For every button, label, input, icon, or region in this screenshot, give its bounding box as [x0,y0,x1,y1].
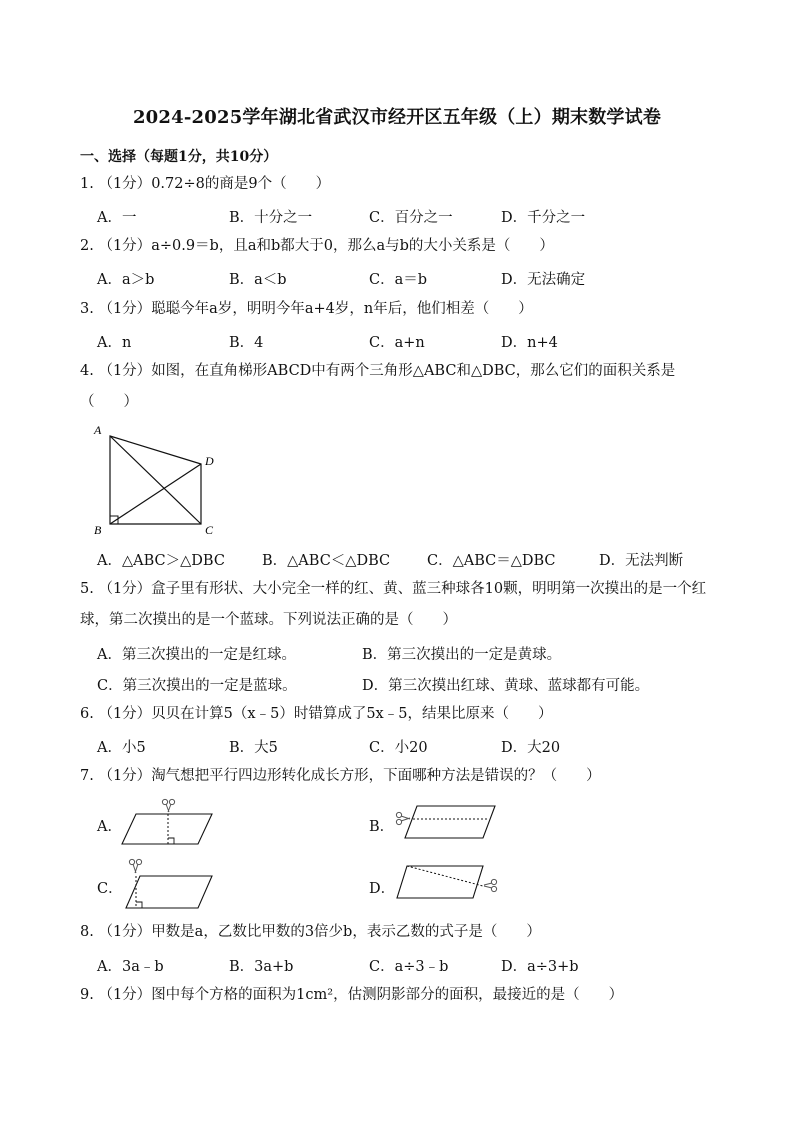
question-6 [80,704,552,724]
question-number: 4. [80,363,94,379]
option-c[interactable]: C．a÷3﹣b [369,959,449,975]
option-a[interactable]: A．3a﹣b [97,959,164,975]
question-number: 8. [80,924,94,940]
option-b[interactable]: B．△ABC＜△DBC [262,553,391,569]
trapezoid-figure [88,418,218,542]
question-text: 甲数是a，乙数比甲数的3倍少b，表示乙数的式子是（ ） [151,924,541,940]
option-a[interactable]: A．第三次摸出的一定是红球。 [97,647,296,663]
option-d[interactable]: D．大20 [501,740,561,756]
option-b[interactable]: B．大5 [229,740,278,756]
question-score: （1分） [98,706,152,722]
exam-title: 2024-2025学年湖北省武汉市经开区五年级（上）期末数学试卷 [132,107,662,128]
option-a[interactable]: A．小5 [97,740,146,756]
scissors-icon [162,799,174,812]
label-c: C [205,523,214,537]
question-3 [80,299,533,319]
scissors-icon [129,859,141,873]
option-b[interactable]: B．a＜b [229,272,287,288]
question-1 [80,174,330,194]
parallelogram-figure-c [118,856,218,912]
question-score: （1分） [98,301,152,317]
option-b[interactable]: B．第三次摸出的一定是黄球。 [362,647,562,663]
parallelogram-figure-d [393,862,503,906]
question-number: 9. [80,987,94,1003]
option-d[interactable]: D．n+4 [501,335,558,351]
question-number: 5. [80,581,94,597]
option-b[interactable]: B．4 [229,335,264,351]
question-5 [80,574,720,636]
question-number: 6. [80,706,94,722]
option-d[interactable]: D．千分之一 [501,210,586,226]
label-a: A [94,423,102,437]
question-2 [80,236,554,256]
question-text: 如图，在直角梯形ABCD中有两个三角形△ABC和△DBC，那么它们的面积关系是（ ） [80,363,676,410]
question-number: 2. [80,238,94,254]
section-heading: 一、选择（每题1分，共10分） [80,149,278,165]
label-d: D [205,454,214,468]
question-number: 3. [80,301,94,317]
option-d[interactable]: D．无法确定 [501,272,586,288]
option-c[interactable]: C．第三次摸出的一定是蓝球。 [97,678,297,694]
parallelogram-figure-b [393,800,503,844]
question-score: （1分） [98,987,152,1003]
question-score: （1分） [98,176,152,192]
option-c[interactable]: C．a+n [369,335,425,351]
option-a[interactable]: A．n [97,335,132,351]
scissors-icon [484,879,497,891]
parallelogram-figure-a [118,796,218,850]
label-b: B [94,523,102,537]
question-score: （1分） [98,238,152,254]
question-text: a÷0.9＝b，且a和b都大于0，那么a与b的大小关系是（ ） [151,238,554,254]
option-a[interactable]: A．△ABC＞△DBC [97,553,225,569]
question-text: 0.72÷8的商是9个（ ） [151,176,331,192]
question-text: 贝贝在计算5（x﹣5）时错算成了5x﹣5，结果比原来（ ） [151,706,553,722]
option-d[interactable]: D． [369,881,396,897]
question-4 [80,356,720,418]
question-text: 图中每个方格的面积为1cm²，估测阴影部分的面积，最接近的是（ ） [151,987,624,1003]
question-text: 淘气想把平行四边形转化成长方形，下面哪种方法是错误的？（ ） [151,768,601,784]
question-number: 7. [80,768,94,784]
question-8 [80,922,541,942]
option-c[interactable]: C．a＝b [369,272,428,288]
option-c[interactable]: C．百分之一 [369,210,453,226]
question-score: （1分） [98,363,152,379]
option-b[interactable]: B．3a+b [229,959,294,975]
option-a[interactable]: A．一 [97,210,137,226]
question-text: 盒子里有形状、大小完全一样的红、黄、蓝三种球各10颗，明明第一次摸出的是一个红球，第二次摸出的是一个蓝球。下列说法正确的是（ ） [80,581,707,628]
question-9 [80,985,623,1005]
option-b[interactable]: B． [369,819,395,835]
option-a[interactable]: A． [97,819,122,835]
question-number: 1. [80,176,94,192]
question-text: 聪聪今年a岁，明明今年a+4岁，n年后，他们相差（ ） [151,301,533,317]
option-c[interactable]: C．小20 [369,740,428,756]
option-a[interactable]: A．a＞b [97,272,155,288]
option-d[interactable]: D．第三次摸出红球、黄球、蓝球都有可能。 [362,678,650,694]
scissors-icon [396,812,410,824]
question-score: （1分） [98,581,152,597]
option-c[interactable]: C． [97,881,123,897]
question-7 [80,766,601,786]
option-d[interactable]: D．无法判断 [599,553,684,569]
option-b[interactable]: B．十分之一 [229,210,313,226]
option-c[interactable]: C．△ABC＝△DBC [427,553,556,569]
question-score: （1分） [98,768,152,784]
question-score: （1分） [98,924,152,940]
option-d[interactable]: D．a÷3+b [501,959,579,975]
